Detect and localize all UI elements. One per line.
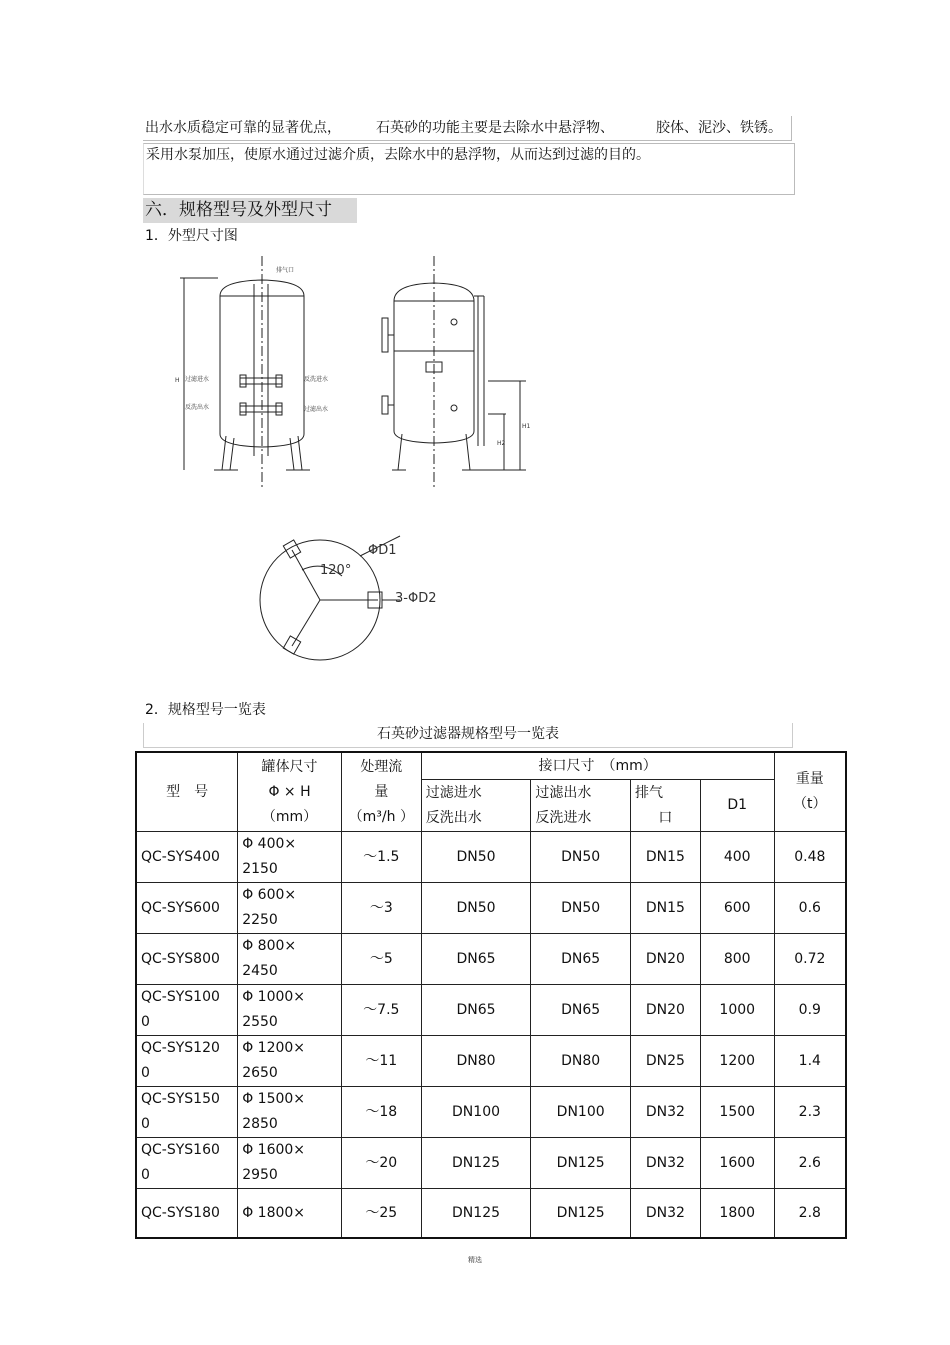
cell-weight: 0.6 bbox=[774, 883, 846, 934]
cell-d1: 600 bbox=[700, 883, 774, 934]
cell-tank-size: Φ 1000× 2550 bbox=[238, 985, 342, 1036]
table-row bbox=[136, 1036, 846, 1087]
h2-dimension-label: H2 bbox=[497, 440, 506, 447]
cell-port-out: DN100 bbox=[531, 1087, 631, 1138]
cell-weight: 1.4 bbox=[774, 1036, 846, 1087]
cell-port-out: DN125 bbox=[531, 1138, 631, 1189]
cell-d1: 1800 bbox=[700, 1189, 774, 1239]
cell-tank-size: Φ 1500× 2850 bbox=[238, 1087, 342, 1138]
d1-label: ΦD1 bbox=[368, 543, 397, 558]
elevation-drawing bbox=[170, 256, 540, 491]
cell-port-out: DN50 bbox=[531, 832, 631, 883]
table-body bbox=[136, 832, 846, 1239]
filter-in-label: 过滤进水 bbox=[185, 376, 210, 383]
table-header-row bbox=[136, 752, 846, 780]
paragraph-text: 胶体、泥沙、铁锈。 bbox=[656, 120, 782, 136]
paragraph-text: 出水水质稳定可靠的显著优点， bbox=[145, 120, 341, 136]
backwash-in-label: 反洗进水 bbox=[304, 376, 329, 383]
cell-weight: 0.48 bbox=[774, 832, 846, 883]
table-title: 石英砂过滤器规格型号一览表 bbox=[143, 723, 793, 748]
cell-weight: 0.72 bbox=[774, 934, 846, 985]
cell-port-in: DN125 bbox=[421, 1138, 531, 1189]
header-port-in: 过滤进水 反洗出水 bbox=[421, 780, 531, 832]
cell-port-in: DN100 bbox=[421, 1087, 531, 1138]
cell-port-in: DN80 bbox=[421, 1036, 531, 1087]
subheading-dimension-drawing: 1．外型尺寸图 bbox=[145, 228, 238, 244]
cell-vent: DN20 bbox=[631, 985, 701, 1036]
cell-port-in: DN50 bbox=[421, 832, 531, 883]
cell-flow: ～7.5 bbox=[341, 985, 421, 1036]
header-tank-size: 罐体尺寸 Φ × H （mm） bbox=[238, 752, 342, 832]
header-model: 型 号 bbox=[136, 752, 238, 832]
cell-model: QC-SYS100 0 bbox=[136, 985, 238, 1036]
header-port-size: 接口尺寸 （mm） bbox=[421, 752, 774, 780]
cell-flow: ～11 bbox=[341, 1036, 421, 1087]
cell-port-out: DN65 bbox=[531, 985, 631, 1036]
cell-vent: DN25 bbox=[631, 1036, 701, 1087]
angle-label: 120° bbox=[320, 563, 352, 578]
subheading-spec-table: 2．规格型号一览表 bbox=[145, 702, 266, 718]
cell-model: QC-SYS180 bbox=[136, 1189, 238, 1239]
cell-vent: DN32 bbox=[631, 1189, 701, 1239]
filter-out-label: 过滤出水 bbox=[304, 406, 329, 413]
cell-vent: DN15 bbox=[631, 883, 701, 934]
cell-weight: 0.9 bbox=[774, 985, 846, 1036]
cell-port-in: DN125 bbox=[421, 1189, 531, 1239]
cell-port-in: DN65 bbox=[421, 934, 531, 985]
cell-vent: DN20 bbox=[631, 934, 701, 985]
table-row bbox=[136, 934, 846, 985]
cell-d1: 1200 bbox=[700, 1036, 774, 1087]
header-vent: 排气 口 bbox=[631, 780, 701, 832]
h1-dimension-label: H1 bbox=[522, 423, 531, 430]
cell-tank-size: Φ 600× 2250 bbox=[238, 883, 342, 934]
cell-tank-size: Φ 1600× 2950 bbox=[238, 1138, 342, 1189]
vent-label: 排气口 bbox=[276, 267, 295, 274]
table-row bbox=[136, 1189, 846, 1239]
paragraph-line-1 bbox=[143, 116, 792, 141]
header-flow: 处理流 量 （m³/h ） bbox=[341, 752, 421, 832]
paragraph-line-2: 采用水泵加压，使原水通过过滤介质，去除水中的悬浮物，从而达到过滤的目的。 bbox=[143, 143, 795, 195]
cell-port-out: DN80 bbox=[531, 1036, 631, 1087]
cell-tank-size: Φ 1800× bbox=[238, 1189, 342, 1239]
cell-model: QC-SYS120 0 bbox=[136, 1036, 238, 1087]
cell-model: QC-SYS160 0 bbox=[136, 1138, 238, 1189]
paragraph-text: 石英砂的功能主要是去除水中悬浮物、 bbox=[376, 120, 614, 136]
cell-flow: ～5 bbox=[341, 934, 421, 985]
header-d1: D1 bbox=[700, 780, 774, 832]
cell-flow: ～1.5 bbox=[341, 832, 421, 883]
cell-tank-size: Φ 400× 2150 bbox=[238, 832, 342, 883]
cell-d1: 1000 bbox=[700, 985, 774, 1036]
table-row bbox=[136, 883, 846, 934]
cell-port-out: DN65 bbox=[531, 934, 631, 985]
cell-flow: ～18 bbox=[341, 1087, 421, 1138]
cell-port-out: DN125 bbox=[531, 1189, 631, 1239]
cell-vent: DN32 bbox=[631, 1087, 701, 1138]
cell-port-in: DN65 bbox=[421, 985, 531, 1036]
cell-weight: 2.8 bbox=[774, 1189, 846, 1239]
cell-d1: 800 bbox=[700, 934, 774, 985]
header-weight: 重量 （t） bbox=[774, 752, 846, 832]
cell-port-in: DN50 bbox=[421, 883, 531, 934]
page-footer: 精选 bbox=[468, 1256, 482, 1264]
table-row bbox=[136, 1087, 846, 1138]
cell-model: QC-SYS800 bbox=[136, 934, 238, 985]
cell-weight: 2.3 bbox=[774, 1087, 846, 1138]
table-row bbox=[136, 832, 846, 883]
plan-view-drawing bbox=[250, 528, 470, 668]
cell-model: QC-SYS150 0 bbox=[136, 1087, 238, 1138]
spec-table bbox=[135, 751, 847, 1239]
cell-model: QC-SYS600 bbox=[136, 883, 238, 934]
cell-d1: 1600 bbox=[700, 1138, 774, 1189]
cell-model: QC-SYS400 bbox=[136, 832, 238, 883]
cell-d1: 400 bbox=[700, 832, 774, 883]
d2-label: 3-ΦD2 bbox=[395, 591, 437, 606]
cell-weight: 2.6 bbox=[774, 1138, 846, 1189]
cell-vent: DN15 bbox=[631, 832, 701, 883]
cell-d1: 1500 bbox=[700, 1087, 774, 1138]
cell-flow: ～25 bbox=[341, 1189, 421, 1239]
section-heading: 六．规格型号及外型尺寸 bbox=[143, 198, 357, 223]
cell-flow: ～3 bbox=[341, 883, 421, 934]
cell-tank-size: Φ 1200× 2650 bbox=[238, 1036, 342, 1087]
table-row bbox=[136, 1138, 846, 1189]
cell-flow: ～20 bbox=[341, 1138, 421, 1189]
backwash-out-label: 反洗出水 bbox=[185, 404, 210, 411]
cell-vent: DN32 bbox=[631, 1138, 701, 1189]
table-row bbox=[136, 985, 846, 1036]
header-port-out: 过滤出水 反洗进水 bbox=[531, 780, 631, 832]
cell-port-out: DN50 bbox=[531, 883, 631, 934]
h-dimension-label: H bbox=[175, 377, 180, 384]
cell-tank-size: Φ 800× 2450 bbox=[238, 934, 342, 985]
